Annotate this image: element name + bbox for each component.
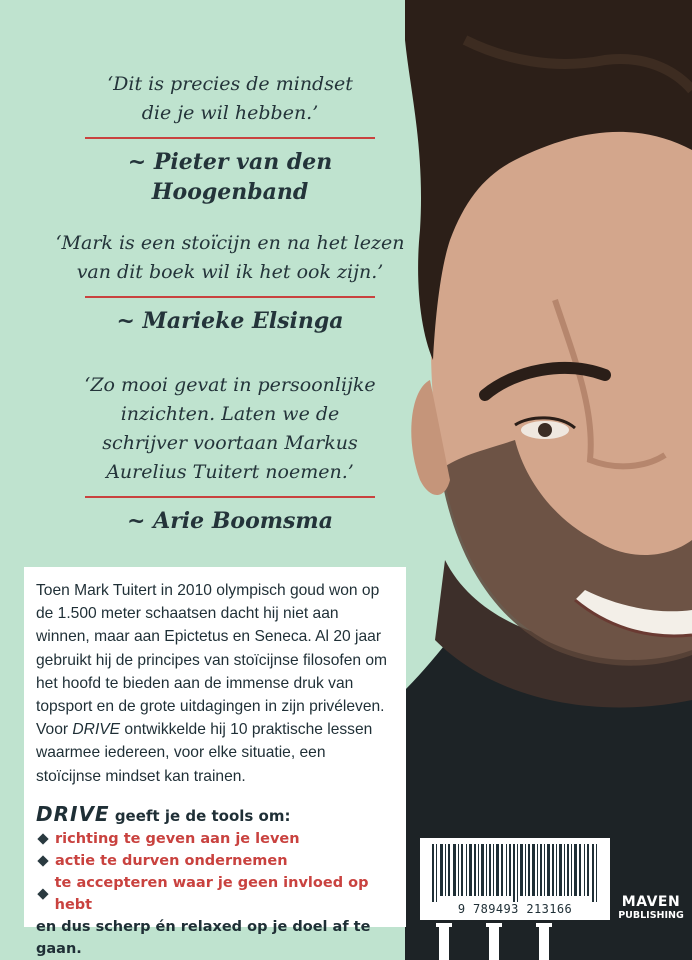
description-part-1: Toen Mark Tuitert in 2010 olympisch goud won op de 1.500 meter schaatsen dacht hij niet aan winnen, maar aan Epictetus en Seneca. Al 20 jaar gebruikt hij de principes van stoïcijnse filosofen om het hoofd te bieden aan de immense druk van topsport en de grote uitdagingen in zijn privéleven. Voor: [36, 582, 388, 739]
barcode-number: 9 789493 213166: [457, 902, 573, 916]
description-part-2: ontwikkelde hij 10 praktische lessen waarmee iedereen, voor elke situatie, een stoïcijnse mindset kan trainen.: [36, 721, 373, 785]
quote-2-line-1: ‘Mark is een stoïcijn en na het lezen: [55, 232, 405, 254]
quote-1: [30, 70, 430, 207]
description-box: [24, 567, 406, 957]
publisher-line-2: PUBLISHING: [618, 910, 684, 921]
tools-heading-text: geeft je de tools om:: [109, 806, 291, 825]
quote-1-line-1: ‘Dit is precies de mindset: [107, 73, 353, 95]
quote-3-line-1: ‘Zo mooi gevat in persoonlijke: [84, 374, 376, 396]
tool-item-3: [36, 872, 394, 916]
author-face-illustration: [405, 0, 692, 960]
tool-item-2-label: actie te durven ondernemen: [55, 852, 288, 869]
tool-item-2: [36, 850, 394, 872]
quote-3-text: [30, 371, 430, 487]
quote-3-divider: [85, 496, 375, 498]
quote-2-author: [30, 306, 430, 336]
tools-section: [36, 802, 394, 960]
description-brand: DRIVE: [72, 721, 121, 739]
quote-3-author-line-1: ~ Arie Boomsma: [127, 508, 333, 534]
quote-3: [30, 371, 430, 536]
tools-footer: en dus scherp én relaxed op je doel af te gaan.: [36, 918, 371, 957]
publisher-line-1: MAVEN: [621, 894, 681, 910]
description-text: [36, 579, 394, 788]
tool-item-1-label: richting te geven aan je leven: [55, 830, 300, 847]
quote-1-divider: [85, 137, 375, 139]
quote-3-author: [30, 506, 430, 536]
quote-3-line-2: inzichten. Laten we de: [120, 403, 340, 425]
tool-item-3-label: te accepteren waar je geen invloed op hebt: [54, 874, 369, 913]
quote-2-divider: [85, 296, 375, 298]
quote-1-author-line-2: Hoogenband: [151, 179, 309, 205]
diamond-bullet-icon: [37, 855, 48, 866]
quote-2-line-2: van dit boek wil ik het ook zijn.’: [76, 261, 384, 283]
publisher-logo: [617, 896, 685, 922]
barcode: [420, 838, 610, 920]
quote-1-author-line-1: ~ Pieter van den: [127, 149, 333, 175]
diamond-bullet-icon: [37, 833, 48, 844]
tools-brand: DRIVE: [36, 801, 110, 826]
quote-1-line-2: die je wil hebben.’: [141, 102, 319, 124]
quote-1-author: [30, 147, 430, 207]
quote-2-text: [30, 229, 430, 287]
quote-3-line-4: Aurelius Tuitert noemen.’: [106, 461, 354, 483]
columns-logo-icon: [418, 915, 568, 960]
barcode-bars-icon: [420, 838, 610, 902]
quote-3-line-3: schrijver voortaan Markus: [102, 432, 358, 454]
tool-item-1: [36, 828, 394, 850]
quote-2: [30, 229, 430, 336]
diamond-bullet-icon: [37, 888, 48, 899]
quote-2-author-line-1: ~ Marieke Elsinga: [116, 308, 344, 334]
tools-heading: [36, 802, 394, 828]
author-photo: [405, 0, 692, 960]
quote-1-text: [30, 70, 430, 128]
